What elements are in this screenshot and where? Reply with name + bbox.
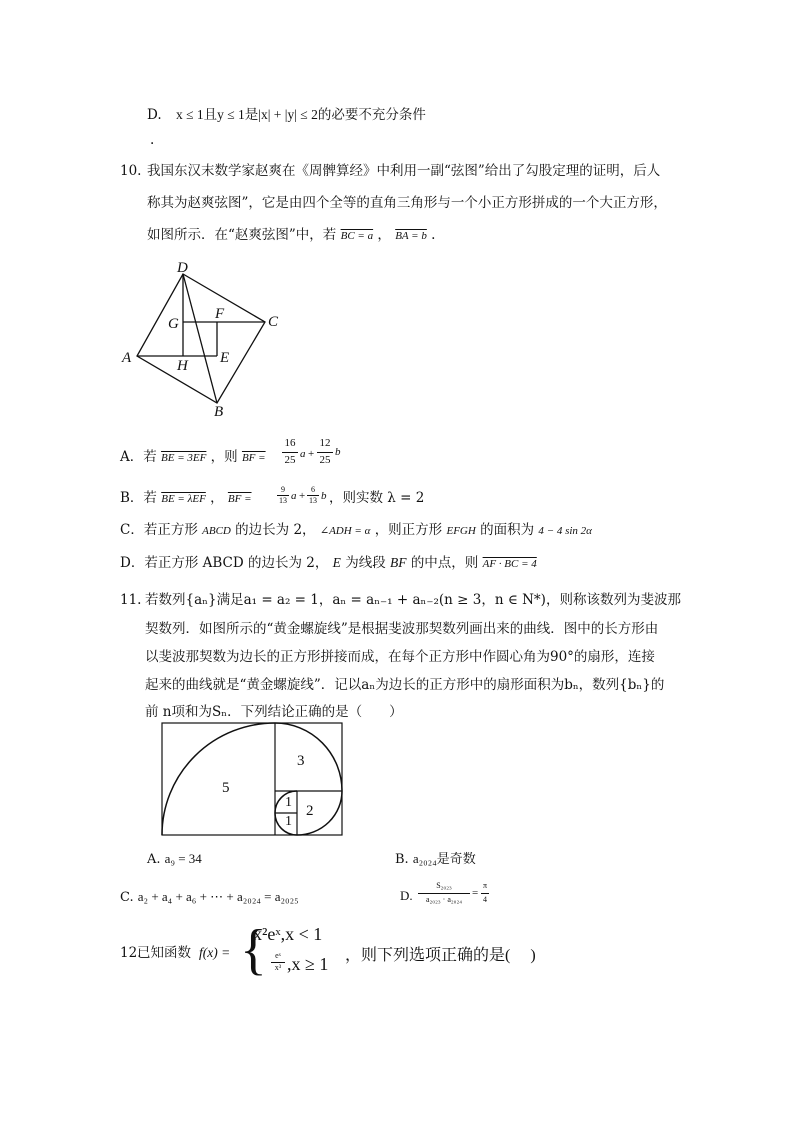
zhao-shuang-diagram bbox=[118, 258, 288, 426]
q10-option-a-plus: + bbox=[308, 448, 315, 460]
figure-label-g: G bbox=[168, 316, 179, 332]
q11-option-b bbox=[395, 850, 476, 869]
q12-case2-den: x³ bbox=[274, 963, 282, 972]
q9-option-d-text: x ≤ 1且y ≤ 1是|x| + |y| ≤ 2的必要不充分条件 bbox=[175, 107, 426, 122]
q11-line5: 前 n项和为Sₙ．下列结论正确的是（ ） bbox=[145, 704, 403, 720]
q10-vector-ba: BA = b bbox=[395, 230, 427, 242]
q11-option-d-rhs-den: 4 bbox=[483, 895, 487, 904]
q10-option-c-text1: C．若正方形 bbox=[120, 522, 198, 538]
q10-line3-end: . bbox=[431, 227, 436, 243]
q11-option-d-bar bbox=[418, 893, 470, 894]
q10-line3 bbox=[147, 226, 435, 245]
q10-option-d-text2: 为线段 bbox=[345, 555, 386, 571]
q10-option-a-frac1-bar bbox=[282, 452, 298, 453]
q10-option-d-e: E bbox=[332, 555, 341, 570]
q10-option-d-expr: AF · BC = 4 bbox=[482, 558, 537, 570]
q9-option-d bbox=[147, 106, 426, 124]
q10-option-c-area: 4 − 4 sin 2α bbox=[538, 525, 592, 537]
q10-option-a-frac1-num: 16 bbox=[284, 437, 296, 449]
outer-square bbox=[137, 274, 265, 403]
q11-option-a bbox=[147, 850, 202, 869]
q11-option-c bbox=[120, 888, 299, 907]
spiral-label-1-top: 1 bbox=[285, 795, 292, 810]
q11-option-c-text: a₂ + a₄ + a₆ + ⋯ + a₂₀₂₄ = a₂₀₂₅ bbox=[137, 889, 299, 904]
q10-line3-text: 如图所示．在“赵爽弦图”中，若 bbox=[147, 227, 337, 243]
q11-option-d-eq: = bbox=[472, 887, 479, 899]
q10-option-b-frac1-den: 13 bbox=[279, 496, 287, 505]
q12-brace: { bbox=[240, 919, 267, 981]
q9-dot: . bbox=[150, 132, 155, 148]
q10-option-b-frac2-num: 6 bbox=[311, 485, 315, 494]
q10-option-b-condition: BE = λEF bbox=[161, 493, 206, 505]
q10-option-c-angle: ∠ADH = α bbox=[319, 525, 371, 537]
q10-option-a bbox=[120, 448, 266, 467]
q10-option-a-var2: b bbox=[335, 446, 341, 458]
q10-option-b-var2: b bbox=[321, 490, 327, 502]
q10-option-c-text2: 的边长为 2， bbox=[235, 522, 316, 538]
figure-label-h: H bbox=[177, 358, 188, 374]
q10-option-b-lhs: BF = bbox=[227, 493, 252, 505]
q11-option-d-prefix: D. bbox=[400, 888, 413, 903]
q11-option-b-text: a₂₀₂₄是奇数 bbox=[412, 851, 476, 866]
q10-vector-bc: BC = a bbox=[340, 230, 374, 242]
q11-option-d-rhs-num: π bbox=[482, 881, 488, 890]
q10-option-c-square: ABCD bbox=[202, 525, 231, 537]
q10-option-c-square2: EFGH bbox=[446, 525, 476, 537]
q10-line1: 我国东汉末数学家赵爽在《周髀算经》中利用一副“弦图”给出了勾股定理的证明，后人 bbox=[147, 163, 661, 179]
spiral-label-2: 2 bbox=[306, 803, 314, 819]
figure-label-c: C bbox=[268, 314, 279, 330]
q11-option-a-prefix: A. bbox=[147, 852, 161, 867]
q11-option-c-prefix: C. bbox=[120, 890, 134, 905]
figure-label-e: E bbox=[220, 350, 230, 366]
figure-label-b: B bbox=[214, 404, 224, 420]
spiral-label-5: 5 bbox=[222, 780, 230, 796]
q10-option-b-prefix: B．若 bbox=[120, 490, 157, 506]
q10-option-a-then: ，则 bbox=[210, 449, 238, 465]
q11-option-d-den: a₂₀₂₃ · a₂₀₂₄ bbox=[425, 895, 463, 904]
q9-option-d-prefix: D. bbox=[147, 107, 162, 123]
q10-option-c bbox=[120, 521, 592, 540]
q12-text2: ，则下列选项正确的是( ) bbox=[345, 947, 536, 964]
q10-option-a-condition: BE = 3EF bbox=[161, 452, 207, 464]
q10-option-a-frac1-den: 25 bbox=[284, 454, 296, 466]
q12-case1: x²eˣ,x < 1 bbox=[253, 924, 323, 944]
q10-option-a-prefix: A．若 bbox=[120, 449, 157, 465]
outer-rectangle bbox=[162, 723, 342, 835]
q12-case2-num: eˣ bbox=[275, 951, 281, 960]
q12-fx: f(x) = bbox=[199, 945, 231, 960]
q11-line4: 起来的曲线就是“黄金螺旋线”．记以aₙ为边长的正方形中的扇形面积为bₙ，数列{bₙ}的 bbox=[145, 677, 665, 693]
q11-number: 11. bbox=[120, 592, 142, 608]
q10-option-a-var1: a bbox=[300, 448, 306, 460]
q10-option-d-text3: 的中点，则 bbox=[410, 555, 479, 571]
figure-label-d: D bbox=[177, 260, 188, 276]
q10-option-b-var1: a bbox=[291, 490, 297, 502]
q10-option-b-frac1-num: 9 bbox=[281, 485, 285, 494]
q10-line2: 称其为赵爽弦图”，它是由四个全等的直角三角形与一个小正方形拼成的一个大正方形， bbox=[147, 195, 667, 211]
q10-option-b bbox=[120, 489, 252, 508]
figure-label-f: F bbox=[215, 306, 225, 322]
q11-option-b-prefix: B. bbox=[395, 852, 409, 867]
spiral-label-1-bottom: 1 bbox=[285, 814, 292, 829]
q10-option-c-text3: ，则正方形 bbox=[374, 522, 443, 538]
q10-option-d bbox=[120, 554, 537, 573]
figure-label-a: A bbox=[122, 350, 132, 366]
q10-option-d-bf: BF bbox=[390, 555, 407, 570]
q10-option-a-frac2-num: 12 bbox=[319, 437, 331, 449]
q10-option-b-plus: + bbox=[299, 490, 306, 502]
q11-line3: 以斐波那契数为边长的正方形拼接而成，在每个正方形中作圆心角为90°的扇形，连接 bbox=[145, 649, 655, 665]
q11-line2: 契数列．如图所示的“黄金螺旋线”是根据斐波那契数列画出来的曲线．图中的长方形由 bbox=[145, 621, 659, 637]
spiral-label-3: 3 bbox=[297, 753, 305, 769]
q10-option-a-frac2-bar bbox=[317, 452, 333, 453]
q11-line1: 若数列{aₙ}满足a₁ = a₂ = 1，aₙ = aₙ₋₁ + aₙ₋₂(n ≥ 3，n ∈ N*)，则称该数列为斐波那 bbox=[145, 592, 681, 608]
q10-option-d-text1: D．若正方形 ABCD 的边长为 2， bbox=[120, 555, 329, 571]
golden-spiral-curve bbox=[162, 723, 342, 835]
q10-option-b-frac2-den: 13 bbox=[309, 496, 317, 505]
q10-option-a-frac2-den: 25 bbox=[319, 454, 331, 466]
q10-option-a-lhs: BF = bbox=[241, 452, 266, 464]
q10-number: 10. bbox=[120, 163, 142, 179]
q10-option-b-end: ，则实数 λ = 2 bbox=[329, 490, 425, 506]
q12-text1: 已知函数 bbox=[137, 945, 191, 961]
q10-option-b-sep: ， bbox=[210, 490, 224, 506]
line-d-to-b bbox=[183, 274, 217, 403]
q12-number: 12. bbox=[120, 945, 142, 961]
q12-case2-cond: ,x ≥ 1 bbox=[287, 954, 329, 974]
q11-option-d-rhs-bar bbox=[481, 893, 489, 894]
q10-line3-sep: ， bbox=[377, 227, 391, 243]
q11-option-d-num: S₂₀₂₃ bbox=[436, 881, 452, 890]
q10-option-c-text4: 的面积为 bbox=[480, 522, 535, 538]
golden-spiral-diagram bbox=[160, 721, 346, 839]
q11-option-a-text: a₉ = 34 bbox=[164, 851, 202, 866]
